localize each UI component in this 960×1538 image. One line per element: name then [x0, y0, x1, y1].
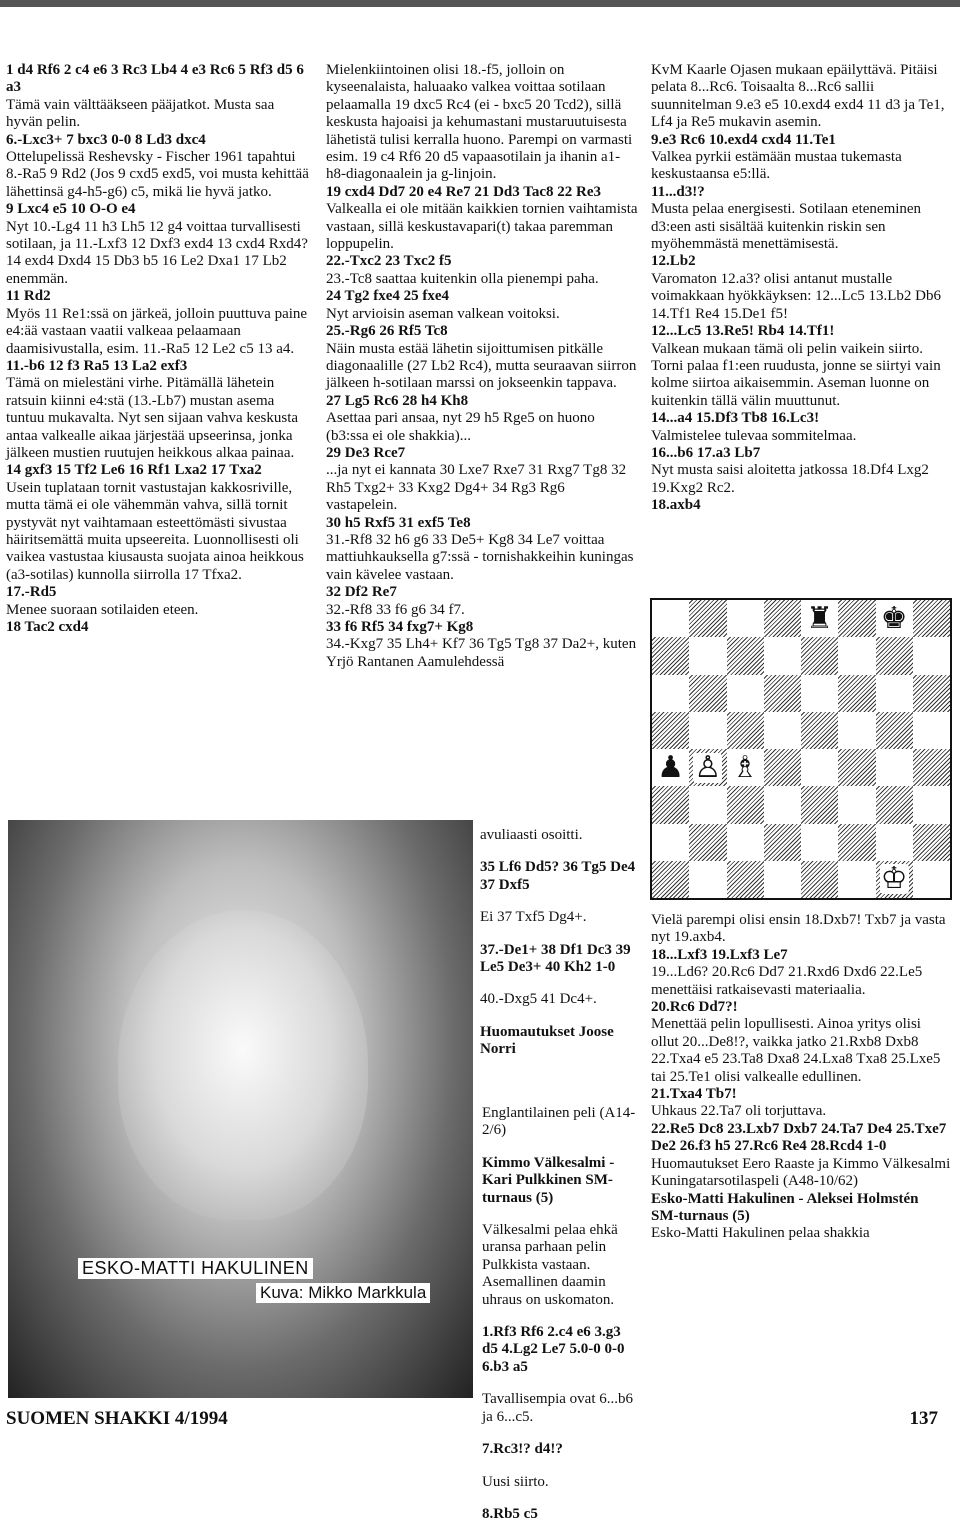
annotation-text: Tämä on mielestäni virhe. Pitämällä lähetein ratsuin kiinni e4:stä (13.-Lb7) mustan asema tuntuu mukavalta. Nyt sen sijaan vahva keskusta antaa valkealle aikaa järjestää upseerinsa, jonka jälkeen mustien ruutujen heikkous alkaa painaa.: [6, 375, 299, 461]
annotation-text: Nyt musta saisi aloitetta jatkossa 18.Df4 Lxg2 19.Kxg2 Rc2.: [651, 462, 929, 496]
annotation-text: Näin musta estää lähetin sijoittumisen pitkälle diagonaalille (27 Lb2 Rc4), mutta seuraavan siirron jälkeen h-sotilaan marssi on jokseenkin tappava.: [326, 340, 637, 392]
move-line: 16...b6 17.a3 Lb7: [651, 444, 761, 461]
page-number: 137: [909, 1408, 938, 1429]
board-square: [727, 600, 764, 637]
annotation-text: 31.-Rf8 32 h6 g6 33 De5+ Kg8 34 Le7 voittaa mattiuhkauksella g7:ssä - tornishakkeihin kuningas vain kävelee vastaan.: [326, 531, 634, 583]
board-square: [689, 600, 726, 637]
board-square: [727, 749, 764, 786]
board-square: [838, 786, 875, 823]
annotation-text: Tavallisempia ovat 6...b6 ja 6...c5.: [482, 1391, 633, 1425]
move-line: 17.-Rd5: [6, 584, 57, 601]
board-square: [913, 675, 950, 712]
annotation-text: Ei 37 Txf5 Dg4+.: [480, 909, 587, 926]
board-square: [652, 712, 689, 749]
annotation-text: Varomaton 12.a3? olisi antanut mustalle voimakkaan hyökkäyksen: 12...Lc5 13.Lb2 Db6 14.Tf1 Re4 15.De1 f5!: [651, 270, 941, 322]
annotation-text: Nyt 10.-Lg4 11 h3 Lh5 12 g4 voittaa turvallisesti sotilaan, ja 11.-Lxf3 12 Dxf3 exd4 13 cxd4 Rxd4? 14 exd4 Dxd4 15 Db3 b5 16 Le2 Dxa1 17 Lb2 enemmän.: [6, 218, 308, 287]
board-square: [652, 675, 689, 712]
annotation-text: Valkea pyrkii estämään mustaa tukemasta keskustaansa e5:llä.: [651, 149, 902, 183]
board-square: [801, 675, 838, 712]
column-1: [6, 62, 311, 636]
board-square: [652, 600, 689, 637]
move-line: 33 f6 Rf5 34 fxg7+ Kg8: [326, 619, 474, 635]
annotation-text: Tämä vain välttääkseen pääjatkot. Musta saa hyvän pelin.: [6, 96, 275, 131]
move-line: 18...Lxf3 19.Lxf3 Le7: [651, 946, 788, 963]
annotation-text: avuliaasti osoitti.: [480, 827, 583, 843]
annotation-text: Menettää pelin lopullisesti. Ainoa yritys olisi ollut 20...De8!?, vaikka jatko 21.Rxb8 Dxb8 22.Txa4 e5 23.Ta8 Dxa8 24.Lxa8 Txa8 25.Lxe5 tai 25.Te1 olisi valkealle edullinen.: [651, 1016, 941, 1085]
photo-caption-credit: Kuva: Mikko Markkula: [256, 1283, 430, 1303]
board-square: [876, 675, 913, 712]
board-square: [689, 824, 726, 861]
board-square: [764, 600, 801, 637]
board-square: [913, 712, 950, 749]
board-square: [689, 786, 726, 823]
board-square: [913, 861, 950, 898]
board-square: [652, 637, 689, 674]
column-3-continued: [651, 912, 951, 1243]
board-square: [652, 861, 689, 898]
board-square: [913, 637, 950, 674]
annotation-text: Valkean mukaan tämä oli pelin vaikein siirto. Torni palaa f1:een ruudusta, jonne se siirtyi vain kolme siirtoa aikaisemmin. Aseman luonne on kuitenkin tällä välin muuttunut.: [651, 340, 941, 409]
board-square: [876, 861, 913, 898]
annotation-text: Usein tuplataan tornit vastustajan kakkosriville, mutta tämä ei ole vähemmän vahva, sillä tornit pystyvät nyt vaihtamaan esteettömästi sivustaa häiritsemättä muita upseereita. Luonnollisesti oli vaikea vastustaa kiusausta suojata ainoa heikkous (a3-sotilas) kunnolla siirrolla 17 Tfxa2.: [6, 479, 304, 583]
board-square: [764, 749, 801, 786]
board-square: [876, 712, 913, 749]
move-line: 12.Lb2: [651, 253, 696, 270]
board-square: [838, 600, 875, 637]
board-square: [913, 600, 950, 637]
magazine-title: SUOMEN SHAKKI 4/1994: [6, 1408, 228, 1429]
annotation-text: Musta pelaa energisesti. Sotilaan eteneminen d3:een asti sisältää kuitenkin riskin sen myöhemmästä menettämisestä.: [651, 201, 922, 253]
board-square: [727, 786, 764, 823]
move-line: 37.-De1+ 38 Df1 Dc3 39 Le5 De3+ 40 Kh2 1-0: [480, 941, 631, 976]
player-photo: [8, 820, 473, 1398]
annotation-text: Uhkaus 22.Ta7 oli torjuttava.: [651, 1103, 827, 1120]
move-line: 29 De3 Rce7: [326, 444, 406, 461]
move-line: 24 Tg2 fxe4 25 fxe4: [326, 288, 450, 305]
board-square: [913, 824, 950, 861]
move-line: 25.-Rg6 26 Rf5 Tc8: [326, 323, 448, 340]
column-2-game: [482, 1090, 640, 1538]
annotation-text: Esko-Matti Hakulinen pelaa shakkia: [651, 1225, 870, 1242]
move-line: 27 Lg5 Rc6 28 h4 Kh8: [326, 392, 469, 409]
board-square: [727, 637, 764, 674]
annotation-text: Valkealla ei ole mitään kaikkien tornien vaihtamista vastaan, sillä keskustavapari(t) takaa paremman loppupelin.: [326, 201, 638, 253]
board-square: [913, 786, 950, 823]
annotation-text: Valmistelee tulevaa sommitelmaa.: [651, 427, 857, 444]
move-line: 1 d4 Rf6 2 c4 e6 3 Rc3 Lb4 4 e3 Rc6 5 Rf3 d5 6 a3: [6, 62, 304, 96]
board-square: [727, 712, 764, 749]
board-square: [801, 600, 838, 637]
move-line: 14 gxf3 15 Tf2 Le6 16 Rf1 Lxa2 17 Txa2: [6, 462, 262, 479]
move-line: 9.e3 Rc6 10.exd4 cxd4 11.Te1: [651, 131, 836, 148]
annotation-text: Uusi siirto.: [482, 1473, 549, 1490]
board-square: [689, 675, 726, 712]
board-square: [876, 637, 913, 674]
annotation-text: Asettaa pari ansaa, nyt 29 h5 Rge5 on huono (b3:ssa ei ole shakkia)...: [326, 410, 595, 444]
board-square: [764, 786, 801, 823]
move-line: 22.-Txc2 23 Txc2 f5: [326, 253, 452, 270]
board-square: [727, 861, 764, 898]
chess-diagram: [650, 598, 952, 900]
move-line: 11 Rd2: [6, 288, 51, 305]
board-square: [876, 786, 913, 823]
photo-portrait: [118, 910, 368, 1220]
annotation-text: Kuningatarsotilaspeli (A48-10/62): [651, 1173, 859, 1190]
board-square: [764, 637, 801, 674]
move-line: 12...Lc5 13.Re5! Rb4 14.Tf1!: [651, 323, 835, 340]
board-square: [838, 637, 875, 674]
annotation-text: Ottelupelissä Reshevsky - Fischer 1961 tapahtui 8.-Ra5 9 Rd2 (Jos 9 cxd5 exd5, voi musta kehittää lähettinsä g4-h5-g6) c5, mikä lie hyvä jatko.: [6, 149, 309, 200]
annotation-text: 34.-Kxg7 35 Lh4+ Kf7 36 Tg5 Tg8 37 Da2+, kuten Yrjö Rantanen Aamulehdessä: [326, 636, 637, 670]
board-square: [801, 712, 838, 749]
board-square: [913, 749, 950, 786]
chess-piece-icon: ♙: [694, 749, 722, 785]
column-3: [651, 62, 951, 515]
board-square: [838, 861, 875, 898]
chess-piece-icon: ♜: [806, 600, 834, 636]
column-2: [326, 62, 638, 671]
board-square: [801, 749, 838, 786]
annotation-text: 40.-Dxg5 41 Dc4+.: [480, 991, 597, 1008]
move-line: 8.Rb5 c5: [482, 1505, 538, 1522]
annotation-text: Menee suoraan sotilaiden eteen.: [6, 601, 199, 618]
board-square: [838, 749, 875, 786]
move-line: 9 Lxc4 e5 10 O-O e4: [6, 201, 136, 218]
move-line: 22.Re5 Dc8 23.Lxb7 Dxb7 24.Ta7 De4 25.Txe7 De2 26.f3 h5 27.Rc6 Re4 28.Rcd4 1-0: [651, 1120, 947, 1155]
annotation-text: Huomautukset Eero Raaste ja Kimmo Välkesalmi: [651, 1155, 951, 1172]
chess-piece-icon: ♚: [880, 600, 908, 636]
top-rule: [0, 0, 960, 7]
chess-piece-icon: ♗: [731, 749, 759, 785]
move-line: 14...a4 15.Df3 Tb8 16.Lc3!: [651, 410, 820, 427]
board-square: [876, 749, 913, 786]
annotation-text: Myös 11 Re1:ssä on järkeä, jolloin puuttuva paine e4:ää vastaan vaatii valkeaa pelaamaan daamisivustalla, esim. 11.-Ra5 12 Le2 c5 13 a4.: [6, 305, 308, 357]
board-square: [838, 712, 875, 749]
board-square: [652, 824, 689, 861]
board-square: [689, 712, 726, 749]
chess-piece-icon: ♔: [880, 861, 908, 897]
board-square: [838, 675, 875, 712]
annotation-text: ...ja nyt ei kannata 30 Lxe7 Rxe7 31 Rxg7 Tg8 32 Rh5 Txg2+ 33 Kxg2 Dg4+ 34 Rg3 Rg6 vastapelein.: [326, 462, 627, 514]
board-square: [689, 861, 726, 898]
move-line: 18 Tac2 cxd4: [6, 619, 89, 635]
move-line: 6.-Lxc3+ 7 bxc3 0-0 8 Ld3 dxc4: [6, 131, 206, 148]
annotation-text: 19...Ld6? 20.Rc6 Dd7 21.Rxd6 Dxd6 22.Le5 menettäisi ratkaisevasti materiaalia.: [651, 964, 923, 998]
annotation-text: 23.-Tc8 saattaa kuitenkin olla pienempi paha.: [326, 270, 599, 287]
photo-caption-name: ESKO-MATTI HAKULINEN: [78, 1258, 313, 1279]
move-line: Kimmo Välkesalmi - Kari Pulkkinen SM-turnaus (5): [482, 1154, 615, 1206]
move-line: 20.Rc6 Dd7?!: [651, 999, 738, 1016]
move-line: 7.Rc3!? d4!?: [482, 1441, 563, 1458]
board-square: [801, 786, 838, 823]
column-2-continued: [480, 812, 640, 1074]
board-square: [764, 861, 801, 898]
board-square: [764, 712, 801, 749]
board-square: [801, 824, 838, 861]
annotation-text: Nyt arvioisin aseman valkean voitoksi.: [326, 305, 560, 322]
move-line: 21.Txa4 Tb7!: [651, 1086, 737, 1103]
board-square: [764, 824, 801, 861]
annotation-text: Vielä parempi olisi ensin 18.Dxb7! Txb7 ja vasta nyt 19.axb4.: [651, 912, 946, 946]
annotation-text: 32.-Rf8 33 f6 g6 34 f7.: [326, 601, 465, 618]
annotation-text: KvM Kaarle Ojasen mukaan epäilyttävä. Pitäisi pelata 8...Rc6. Toisaalta 8...Rc6 sallii suunnitelman 9.e3 e5 10.exd4 exd4 11 d3 ja Te1, Lf4 ja Re5 mukavin asemin.: [651, 62, 945, 131]
board-square: [652, 786, 689, 823]
board-square: [652, 749, 689, 786]
annotation-text: Mielenkiintoinen olisi 18.-f5, jolloin on kyseenalaista, haluaako valkea voittaa sotilaan pelaamalla 19 dxc5 Rc4 (ei - bxc5 20 Tcd2), sillä keskusta hajoaisi ja kehumastani mustaruutuisesta lähetistä tulisi kerralla huono. Parempi on varmasti esim. 19 c4 Rf6 20 d5 vapaasotilain ja ihanin a1-h8-diagonaalein ja g-linjoin.: [326, 62, 633, 183]
board-square: [764, 675, 801, 712]
move-line: 19 cxd4 Dd7 20 e4 Re7 21 Dd3 Tac8 22 Re3: [326, 183, 602, 200]
chess-piece-icon: ♟: [657, 749, 685, 785]
annotation-text: Englantilainen peli (A14-2/6): [482, 1105, 636, 1139]
board-square: [727, 824, 764, 861]
board-square: [876, 824, 913, 861]
board-square: [689, 749, 726, 786]
board-square: [689, 637, 726, 674]
move-line: Huomautukset Joose Norri: [480, 1023, 614, 1058]
move-line: 11.-b6 12 f3 Ra5 13 La2 exf3: [6, 357, 188, 374]
board-square: [727, 675, 764, 712]
move-line: 18.axb4: [651, 497, 701, 514]
move-line: 11...d3!?: [651, 183, 705, 200]
board-square: [801, 637, 838, 674]
move-line: 1.Rf3 Rf6 2.c4 e6 3.g3 d5 4.Lg2 Le7 5.0-0 0-0 6.b3 a5: [482, 1324, 625, 1375]
move-line: SM-turnaus (5): [651, 1207, 750, 1224]
move-line: 30 h5 Rxf5 31 exf5 Te8: [326, 514, 471, 531]
move-line: Esko-Matti Hakulinen - Aleksei Holmstén: [651, 1190, 919, 1207]
move-line: 32 Df2 Re7: [326, 584, 397, 601]
annotation-text: Välkesalmi pelaa ehkä uransa parhaan pelin Pulkkista vastaan. Asemallinen daamin uhraus on uskomaton.: [482, 1222, 618, 1308]
board-square: [801, 861, 838, 898]
board-square: [838, 824, 875, 861]
board-square: [876, 600, 913, 637]
move-line: 35 Lf6 Dd5? 36 Tg5 De4 37 Dxf5: [480, 859, 636, 893]
